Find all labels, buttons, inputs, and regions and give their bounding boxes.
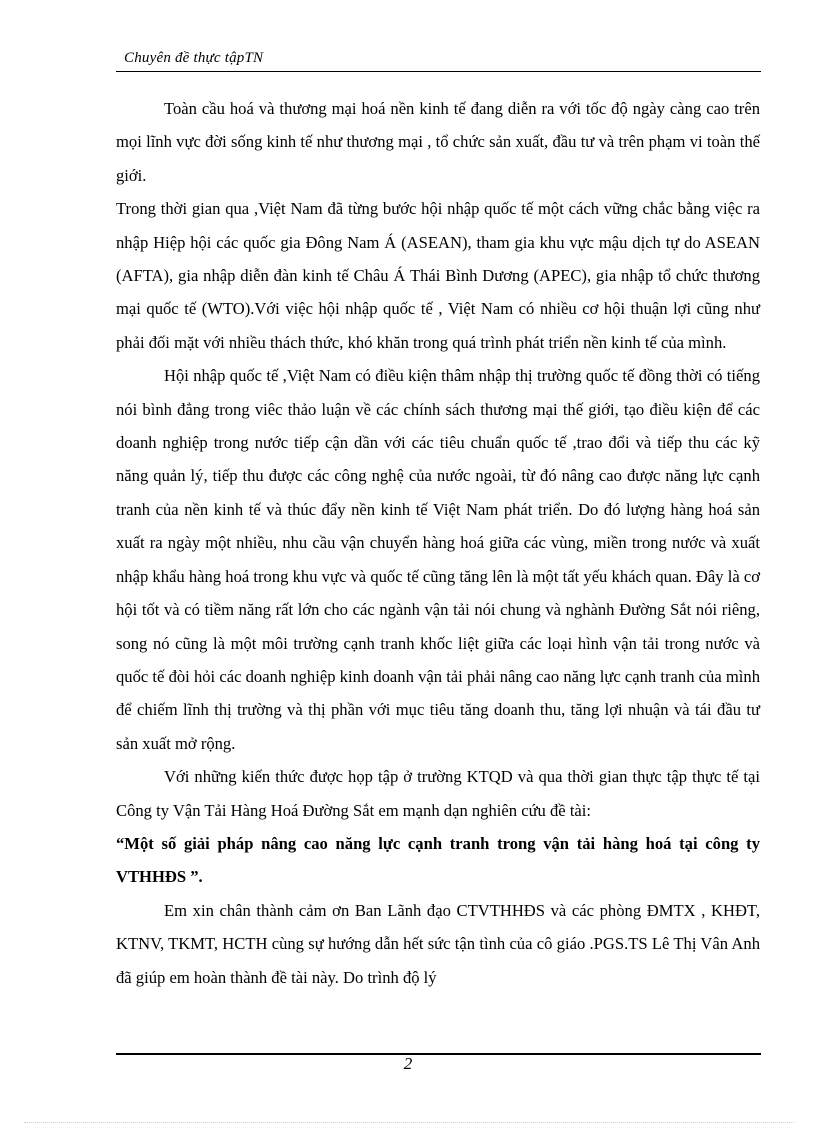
thesis-title: “Một số giải pháp nâng cao năng lực cạnh tranh trong vận tải hàng hoá tại công ty VTHHĐS ”. <box>116 833 760 887</box>
document-body <box>116 92 760 994</box>
page-number: 2 <box>403 1054 413 1073</box>
paragraph-international-integration: Hội nhập quốc tế ,Việt Nam có điều kiện thâm nhập thị trường quốc tế đồng thời có tiếng nói bình đẳng trong viêc thảo luận về các chính sách thương mại thế giới, tạo điều kiện để các doanh nghiệp trong nước tiếp cận dần với các tiêu chuẩn quốc tế ,trao đổi và tiếp thu các kỹ năng quản lý, tiếp thu được các công nghệ của nước ngoài, từ đó nâng cao được năng lực cạnh tranh của nền kinh tế và thúc đẩy nền kinh tế Việt Nam phát triển. Do đó lượng hàng hoá sản xuất ra ngày một nhiều, nhu cầu vận chuyển hàng hoá giữa các vùng, miền trong nước và xuất nhập khẩu hàng hoá trong khu vực và quốc tế cũng tăng lên là một tất yếu khách quan. Đây là cơ hội tốt và có tiềm năng rất lớn cho các ngành vận tải nói chung và nghành Đường Sắt nói riêng, song nó cũng là một môi trường cạnh tranh khốc liệt giữa các loại hình vận tải trong nước và quốc tế đòi hỏi các doanh nghiệp kinh doanh vận tải phải nâng cao năng lực cạnh tranh của mình để chiếm lĩnh thị trường và thị phần với mục tiêu tăng doanh thu, tăng lợi nhuận và tái đầu tư sản xuất mở rộng. <box>116 366 760 753</box>
paragraph-globalization: Toàn cầu hoá và thương mại hoá nền kinh tế đang diễn ra với tốc độ ngày càng cao trên mọi lĩnh vực đời sống kinh tế như thương mại , tổ chức sản xuất, đầu tư và trên phạm vi toàn thế giới. <box>116 99 760 185</box>
running-header: Chuyên đề thực tậpTN <box>124 50 264 66</box>
header-divider <box>116 71 761 72</box>
paragraph-research-intro <box>116 760 760 894</box>
research-intro-text: Với những kiến thức được họp tập ở trường KTQD và qua thời gian thực tập thực tế tại Công ty Vận Tải Hàng Hoá Đường Sắt em mạnh dạn nghiên cứu đề tài: <box>116 767 760 820</box>
paragraph-acknowledgement: Em xin chân thành cảm ơn Ban Lãnh đạo CTVTHHĐS và các phòng ĐMTX , KHĐT, KTNV, TKMT, HCTH cùng sự hướng dẫn hết sức tận tình của cô giáo .PGS.TS Lê Thị Vân Anh đã giúp em hoàn thành đề tài này. Do trình độ lý <box>116 900 760 987</box>
paragraph-vietnam-integration: Trong thời gian qua ,Việt Nam đã từng bước hội nhập quốc tế một cách vững chắc bằng việc ra nhập Hiệp hội các quốc gia Đông Nam Á (ASEAN), tham gia khu vực mậu dịch tự do ASEAN (AFTA), gia nhập diễn đàn kinh tế Châu Á Thái Bình Dương (APEC), gia nhập tổ chức thương mại quốc tế (WTO).Với việc hội nhập quốc tế , Việt Nam có nhiều cơ hội thuận lợi cũng như phải đối mặt với nhiều thách thức, khó khăn trong quá trình phát triển nền kinh tế của mình. <box>116 199 760 352</box>
